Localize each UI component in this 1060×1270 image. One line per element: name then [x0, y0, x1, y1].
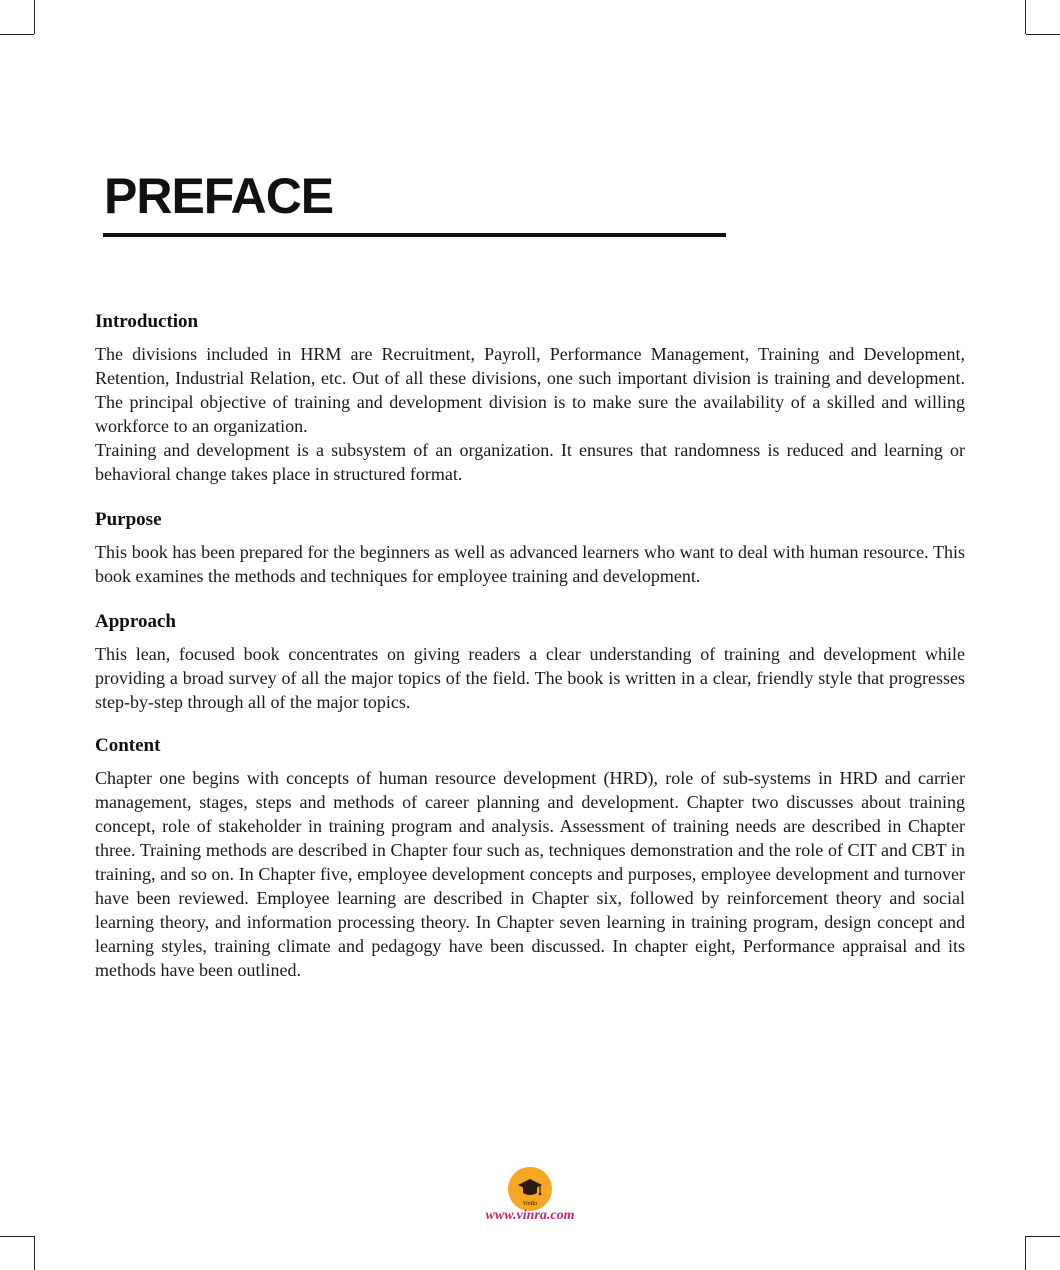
publisher-website: www.vinra.com	[485, 1208, 575, 1223]
crop-mark-top-left-h	[0, 34, 34, 35]
section-paragraph: This lean, focused book concentrates on giving readers a clear understanding of training and development while providing a broad survey of all the major topics of the field. The book is written in a clear, friendly style that progresses step-by-step through all of the major topics.	[95, 644, 965, 712]
section-purpose	[95, 508, 965, 588]
title-underline	[103, 233, 726, 237]
section-paragraph: Chapter one begins with concepts of human resource development (HRD), role of sub-systems in HRD and carrier management, stages, steps and methods of career planning and development. Chapter two discusses about training concept, role of stakeholder in training program and analysis. Assessment of training needs are described in Chapter three. Training methods are described in Chapter four such as, techniques demonstration and the role of CIT and CBT in training, and so on. In Chapter five, employee development concepts and purposes, employee development and turnover have been reviewed. Employee learning are described in Chapter six, followed by reinforcement theory and social learning theory, and information processing theory. In Chapter seven learning in training program, design concept and learning styles, training climate and pedagogy have been discussed. In chapter eight, Performance appraisal and its methods have been outlined.	[95, 768, 965, 980]
section-content	[95, 734, 965, 982]
crop-mark-top-right	[1025, 0, 1026, 34]
section-heading: Purpose	[95, 509, 162, 530]
section-heading: Introduction	[95, 311, 199, 332]
section-paragraph: Training and development is a subsystem of an organization. It ensures that randomness is reduced and learning or behavioral change takes place in structured format.	[95, 440, 965, 484]
section-heading: Content	[95, 735, 161, 756]
preface-content	[95, 310, 965, 1004]
graduation-cap-icon	[507, 1166, 553, 1212]
section-paragraph: This book has been prepared for the beginners as well as advanced learners who want to deal with human resource. This book examines the methods and techniques for employee training and development.	[95, 542, 965, 586]
crop-mark-bottom-left	[34, 1236, 35, 1270]
logo-text: VinRa	[522, 1201, 538, 1207]
crop-mark-top-left	[34, 0, 35, 34]
publisher-logo	[507, 1166, 553, 1212]
page-title: PREFACE	[104, 168, 334, 224]
section-paragraph: The divisions included in HRM are Recruitment, Payroll, Performance Management, Training and Development, Retention, Industrial Relation, etc. Out of all these divisions, one such important division is training and development. The principal objective of training and development division is to make sure the availability of a skilled and willing workforce to an organization.	[95, 344, 965, 436]
crop-mark-bottom-right-h	[1026, 1236, 1060, 1237]
section-heading: Approach	[95, 611, 176, 632]
crop-mark-bottom-right	[1025, 1236, 1026, 1270]
section-approach	[95, 610, 965, 714]
section-introduction	[95, 310, 965, 486]
crop-mark-bottom-left-h	[0, 1236, 34, 1237]
crop-mark-top-right-h	[1026, 34, 1060, 35]
